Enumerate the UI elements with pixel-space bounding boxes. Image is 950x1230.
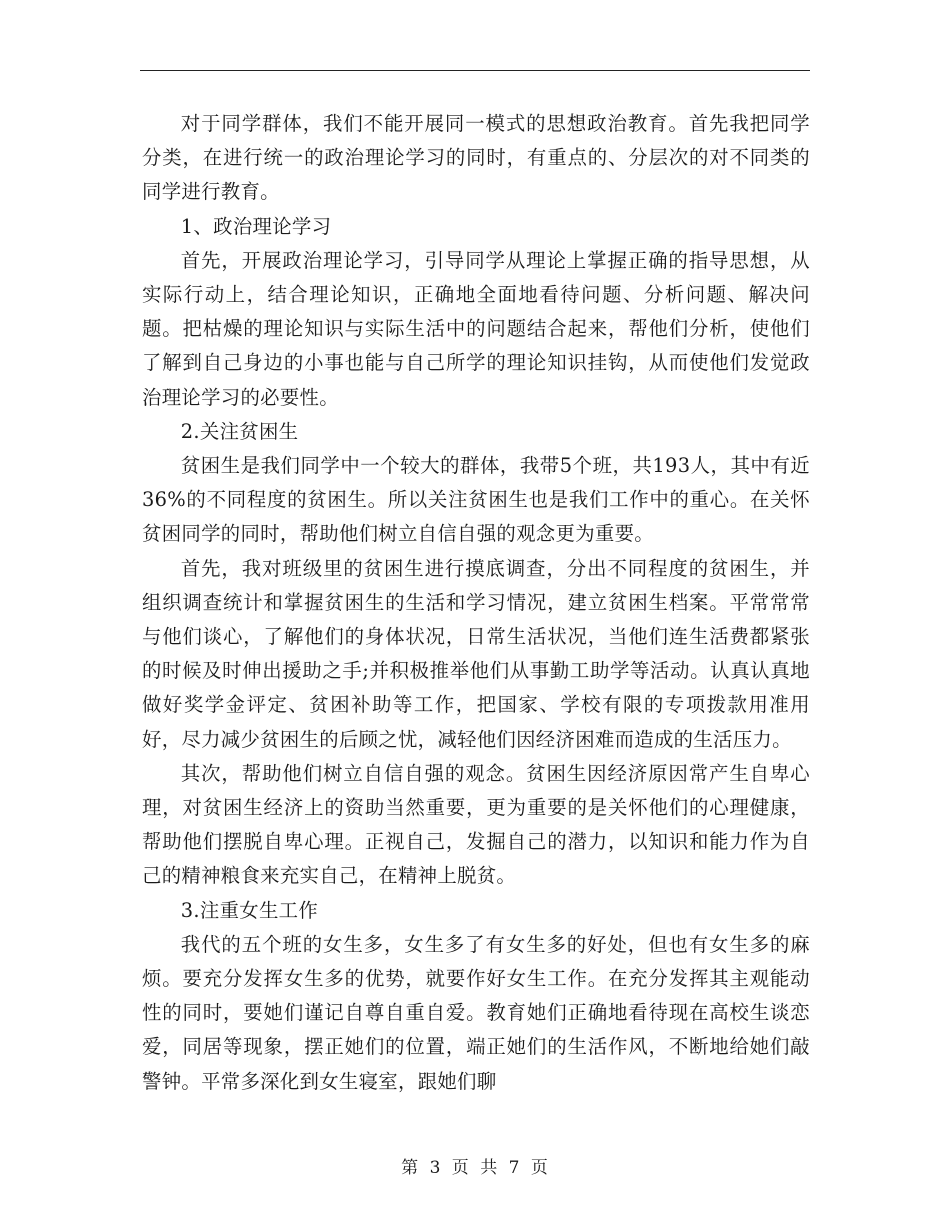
paragraph: 其次，帮助他们树立自信自强的观念。贫困生因经济原因常产生自卑心理，对贫困生经济上的资助当然重要，更为重要的是关怀他们的心理健康，帮助他们摆脱自卑心理。正视自己，发掘自己的潜力，以知识和能力作为自己的精神粮食来充实自己，在精神上脱贫。 [142, 761, 810, 888]
page-number-footer: 第 3 页 共 7 页 [401, 1158, 549, 1178]
section-heading: 1、政治理论学习 [180, 214, 332, 238]
paragraph: 对于同学群体，我们不能开展同一模式的思想政治教育。首先我把同学分类，在进行统一的政治理论学习的同时，有重点的、分层次的对不同类的同学进行教育。 [142, 112, 810, 204]
header-rule [140, 70, 810, 71]
paragraph: 首先，开展政治理论学习，引导同学从理论上掌握正确的指导思想，从实际行动上，结合理论知识，正确地全面地看待问题、分析问题、解决问题。把枯燥的理论知识与实际生活中的问题结合起来，帮他们分析，使他们了解到自己身边的小事也能与自己所学的理论知识挂钩，从而使他们发觉政治理论学习的必要性。 [142, 248, 810, 409]
section-heading: 2.关注贫困生 [180, 419, 299, 443]
document-body [142, 107, 810, 1099]
section-heading: 3.注重女生工作 [180, 898, 319, 922]
paragraph: 贫困生是我们同学中一个较大的群体，我带5个班，共193人，其中有近36%的不同程度的贫困生。所以关注贫困生也是我们工作中的重心。在关怀贫困同学的同时，帮助他们树立自信自强的观念更为重要。 [142, 454, 810, 546]
paragraph: 我代的五个班的女生多，女生多了有女生多的好处，但也有女生多的麻烦。要充分发挥女生多的优势，就要作好女生工作。在充分发挥其主观能动性的同时，要她们谨记自尊自重自爱。教育她们正确地看待现在高校生谈恋爱，同居等现象，摆正她们的位置，端正她们的生活作风，不断地给她们敲警钟。平常多深化到女生寝室，跟她们聊 [142, 932, 810, 1093]
paragraph: 首先，我对班级里的贫困生进行摸底调查，分出不同程度的贫困生，并组织调查统计和掌握贫困生的生活和学习情况，建立贫困生档案。平常常常与他们谈心，了解他们的身体状况，日常生活状况，当他们连生活费都紧张的时候及时伸出援助之手;并积极推举他们从事勤工助学等活动。认真认真地做好奖学金评定、贫困补助等工作，把国家、学校有限的专项拨款用准用好，尽力减少贫困生的后顾之忧，减轻他们因经济困难而造成的生活压力。 [142, 556, 810, 751]
